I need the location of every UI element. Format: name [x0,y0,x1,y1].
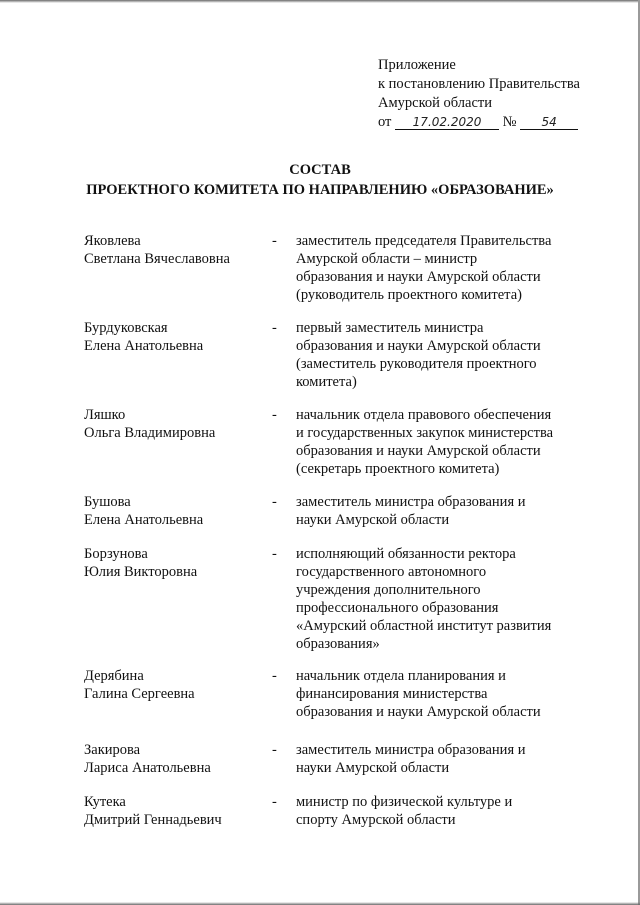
appendix-header [378,56,618,132]
appendix-date-number-row [378,113,618,132]
member-row [84,741,574,777]
member-role [296,545,574,653]
member-dash: - [272,742,277,758]
member-given-names: Юлия Викторовна [84,564,198,580]
member-role-line: комитета) [296,374,357,390]
member-role-line: «Амурский областной институт развития [296,618,552,634]
member-role-line: профессионального образования [296,600,499,616]
member-role-line: (заместитель руководителя проектного [296,356,537,372]
member-name [84,741,272,777]
member-row [84,667,574,721]
member-role-line: заместитель министра образования и [296,494,526,510]
member-dash: - [272,546,277,562]
member-dash: - [272,668,277,684]
member-role-line: и государственных закупок министерства [296,425,554,441]
member-dash: - [272,320,277,336]
member-name [84,406,272,478]
member-role-line: образования и науки Амурской области [296,704,541,720]
member-name [84,545,272,653]
member-name [84,493,272,529]
member-role-line: финансирования министерства [296,686,488,702]
member-role-line: заместитель председателя Правительства [296,233,552,249]
member-row [84,793,574,829]
member-surname: Бурдуковская [84,320,168,336]
title-line-2: ПРОЕКТНОГО КОМИТЕТА ПО НАПРАВЛЕНИЮ «ОБРАЗОВАНИЕ» [86,182,554,198]
scan-edge-top [0,0,640,3]
member-name [84,793,272,829]
member-dash: - [272,794,277,810]
member-role [296,493,574,529]
appendix-resolution-ref: к постановлению Правительства [378,76,580,92]
member-role-line: спорту Амурской области [296,812,456,828]
member-surname: Бушова [84,494,131,510]
member-role-line: образования и науки Амурской области [296,269,541,285]
member-given-names: Елена Анатольевна [84,338,204,354]
member-role-line: образования и науки Амурской области [296,443,541,459]
member-surname: Яковлева [84,233,141,249]
member-given-names: Дмитрий Геннадьевич [84,812,222,828]
member-role-line: (руководитель проектного комитета) [296,287,522,303]
document-title [0,160,640,200]
appendix-region: Амурской области [378,95,492,111]
member-surname: Ляшко [84,407,126,423]
member-role-line: науки Амурской области [296,512,450,528]
member-role-line: образования» [296,636,380,652]
resolution-number: 54 [520,115,578,130]
member-role [296,232,574,304]
member-role [296,793,574,829]
member-row [84,232,574,304]
member-given-names: Галина Сергеевна [84,686,195,702]
member-role-line: Амурской области – министр [296,251,478,267]
member-surname: Борзунова [84,546,148,562]
member-role-line: (секретарь проектного комитета) [296,461,500,477]
member-row [84,493,574,529]
member-surname: Дерябина [84,668,144,684]
from-label: от [378,114,392,130]
member-role-line: науки Амурской области [296,760,450,776]
member-row [84,406,574,478]
member-role-line: начальник отдела правового обеспечения [296,407,552,423]
member-role-line: образования и науки Амурской области [296,338,541,354]
member-name [84,232,272,304]
member-dash: - [272,407,277,423]
member-given-names: Светлана Вячеславовна [84,251,230,267]
member-name [84,667,272,721]
member-role [296,667,574,721]
appendix-label: Приложение [378,57,456,73]
member-given-names: Лариса Анатольевна [84,760,211,776]
member-name [84,319,272,391]
member-given-names: Ольга Владимировна [84,425,216,441]
member-role-line: исполняющий обязанности ректора [296,546,516,562]
member-given-names: Елена Анатольевна [84,512,204,528]
member-dash: - [272,494,277,510]
member-role [296,741,574,777]
member-role-line: заместитель министра образования и [296,742,526,758]
member-dash: - [272,233,277,249]
member-surname: Закирова [84,742,141,758]
member-role-line: начальник отдела планирования и [296,668,506,684]
member-role-line: учреждения дополнительного [296,582,481,598]
title-line-1: СОСТАВ [289,162,351,178]
member-row [84,319,574,391]
member-role-line: первый заместитель министра [296,320,484,336]
member-role-line: государственного автономного [296,564,487,580]
member-role [296,319,574,391]
member-role [296,406,574,478]
member-role-line: министр по физической культуре и [296,794,513,810]
member-surname: Кутека [84,794,126,810]
member-row [84,545,574,653]
resolution-date: 17.02.2020 [395,115,499,130]
number-label: № [502,114,517,130]
